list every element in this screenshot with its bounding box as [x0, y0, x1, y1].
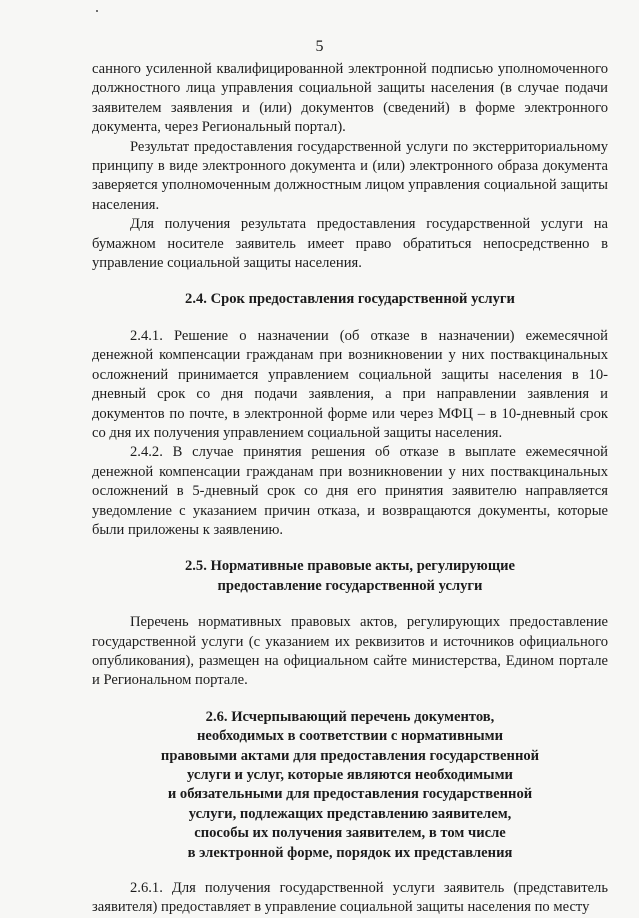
heading-2-6-line: и обязательными для предоставления государственной: [167, 786, 533, 803]
heading-2-6-line: необходимых в соответствии с нормативными: [197, 728, 503, 745]
scan-speck: [96, 10, 98, 12]
paragraph-2-4-1: 2.4.1. Решение о назначении (об отказе в назначении) ежемесячной денежной компенсации гражданам при возникновении у них поствакцинальных осложнений принимается управлением социальной защиты населения в 10-дневный срок со дня подачи заявления, а при направлении заявления и документов по почте, в электронной форме или через МФЦ – в 10-дневный срок со дня их получения управлением социальной защиты населения.: [92, 327, 608, 441]
heading-2-6-line: 2.6. Исчерпывающий перечень документов,: [205, 708, 495, 725]
heading-2-6-line: услуги, подлежащих представлению заявителем,: [188, 805, 512, 822]
heading-2-5-line: предоставление государственной услуги: [217, 577, 483, 594]
page-number: 5: [315, 38, 324, 55]
paragraph-2-5: Перечень нормативных правовых актов, регулирующих предоставление государственной услуги (с указанием их реквизитов и источников официального опубликования), размещен на официальном сайте министерства, Едином портале и Региональном портале.: [92, 614, 608, 689]
heading-2-6-line: услуги и услуг, которые являются необходимыми: [187, 767, 513, 783]
heading-2-6-line: способы их получения заявителем, в том числе: [194, 825, 506, 842]
paragraph-result: Результат предоставления государственной услуги по экстерриториальному принципу в виде электронного документа и (или) электронного образа документа заверяется уполномоченным должностным лицом управления социальной защиты населения.: [92, 138, 608, 213]
paragraph-2-6-1: 2.6.1. Для получения государственной услуги заявитель (представитель заявителя) предоставляет в управление социальной защиты населения по месту: [92, 880, 608, 916]
heading-2-6: [92, 708, 608, 863]
document-body: [92, 60, 608, 918]
paragraph-2-4-2: 2.4.2. В случае принятия решения об отказе в выплате ежемесячной денежной компенсации гражданам при возникновении у них поствакцинальных осложнений в 5-дневный срок со дня его принятия заявителю направляется уведомление с указанием причин отказа, и возвращаются документы, которые были приложены к заявлению.: [92, 444, 608, 538]
paragraph-continuation: санного усиленной квалифицированной электронной подписью уполномоченного должностного лица управления социальной защиты населения (в случае подачи заявителем заявления и (или) документов (сведений) в форме электронного документа, через Региональный портал).: [92, 61, 608, 136]
heading-2-5-line: 2.5. Нормативные правовые акты, регулирующие: [184, 558, 516, 575]
heading-2-6-line: в электронной форме, порядок их представления: [187, 844, 513, 861]
heading-2-5: [92, 557, 608, 596]
heading-2-6-line: правовыми актами для предоставления государственной: [160, 747, 540, 764]
heading-2-4: 2.4. Срок предоставления государственной услуги: [185, 291, 515, 308]
paragraph-paper-result: Для получения результата предоставления государственной услуги на бумажном носителе заявитель имеет право обратиться непосредственно в управление социальной защиты населения.: [92, 216, 608, 272]
